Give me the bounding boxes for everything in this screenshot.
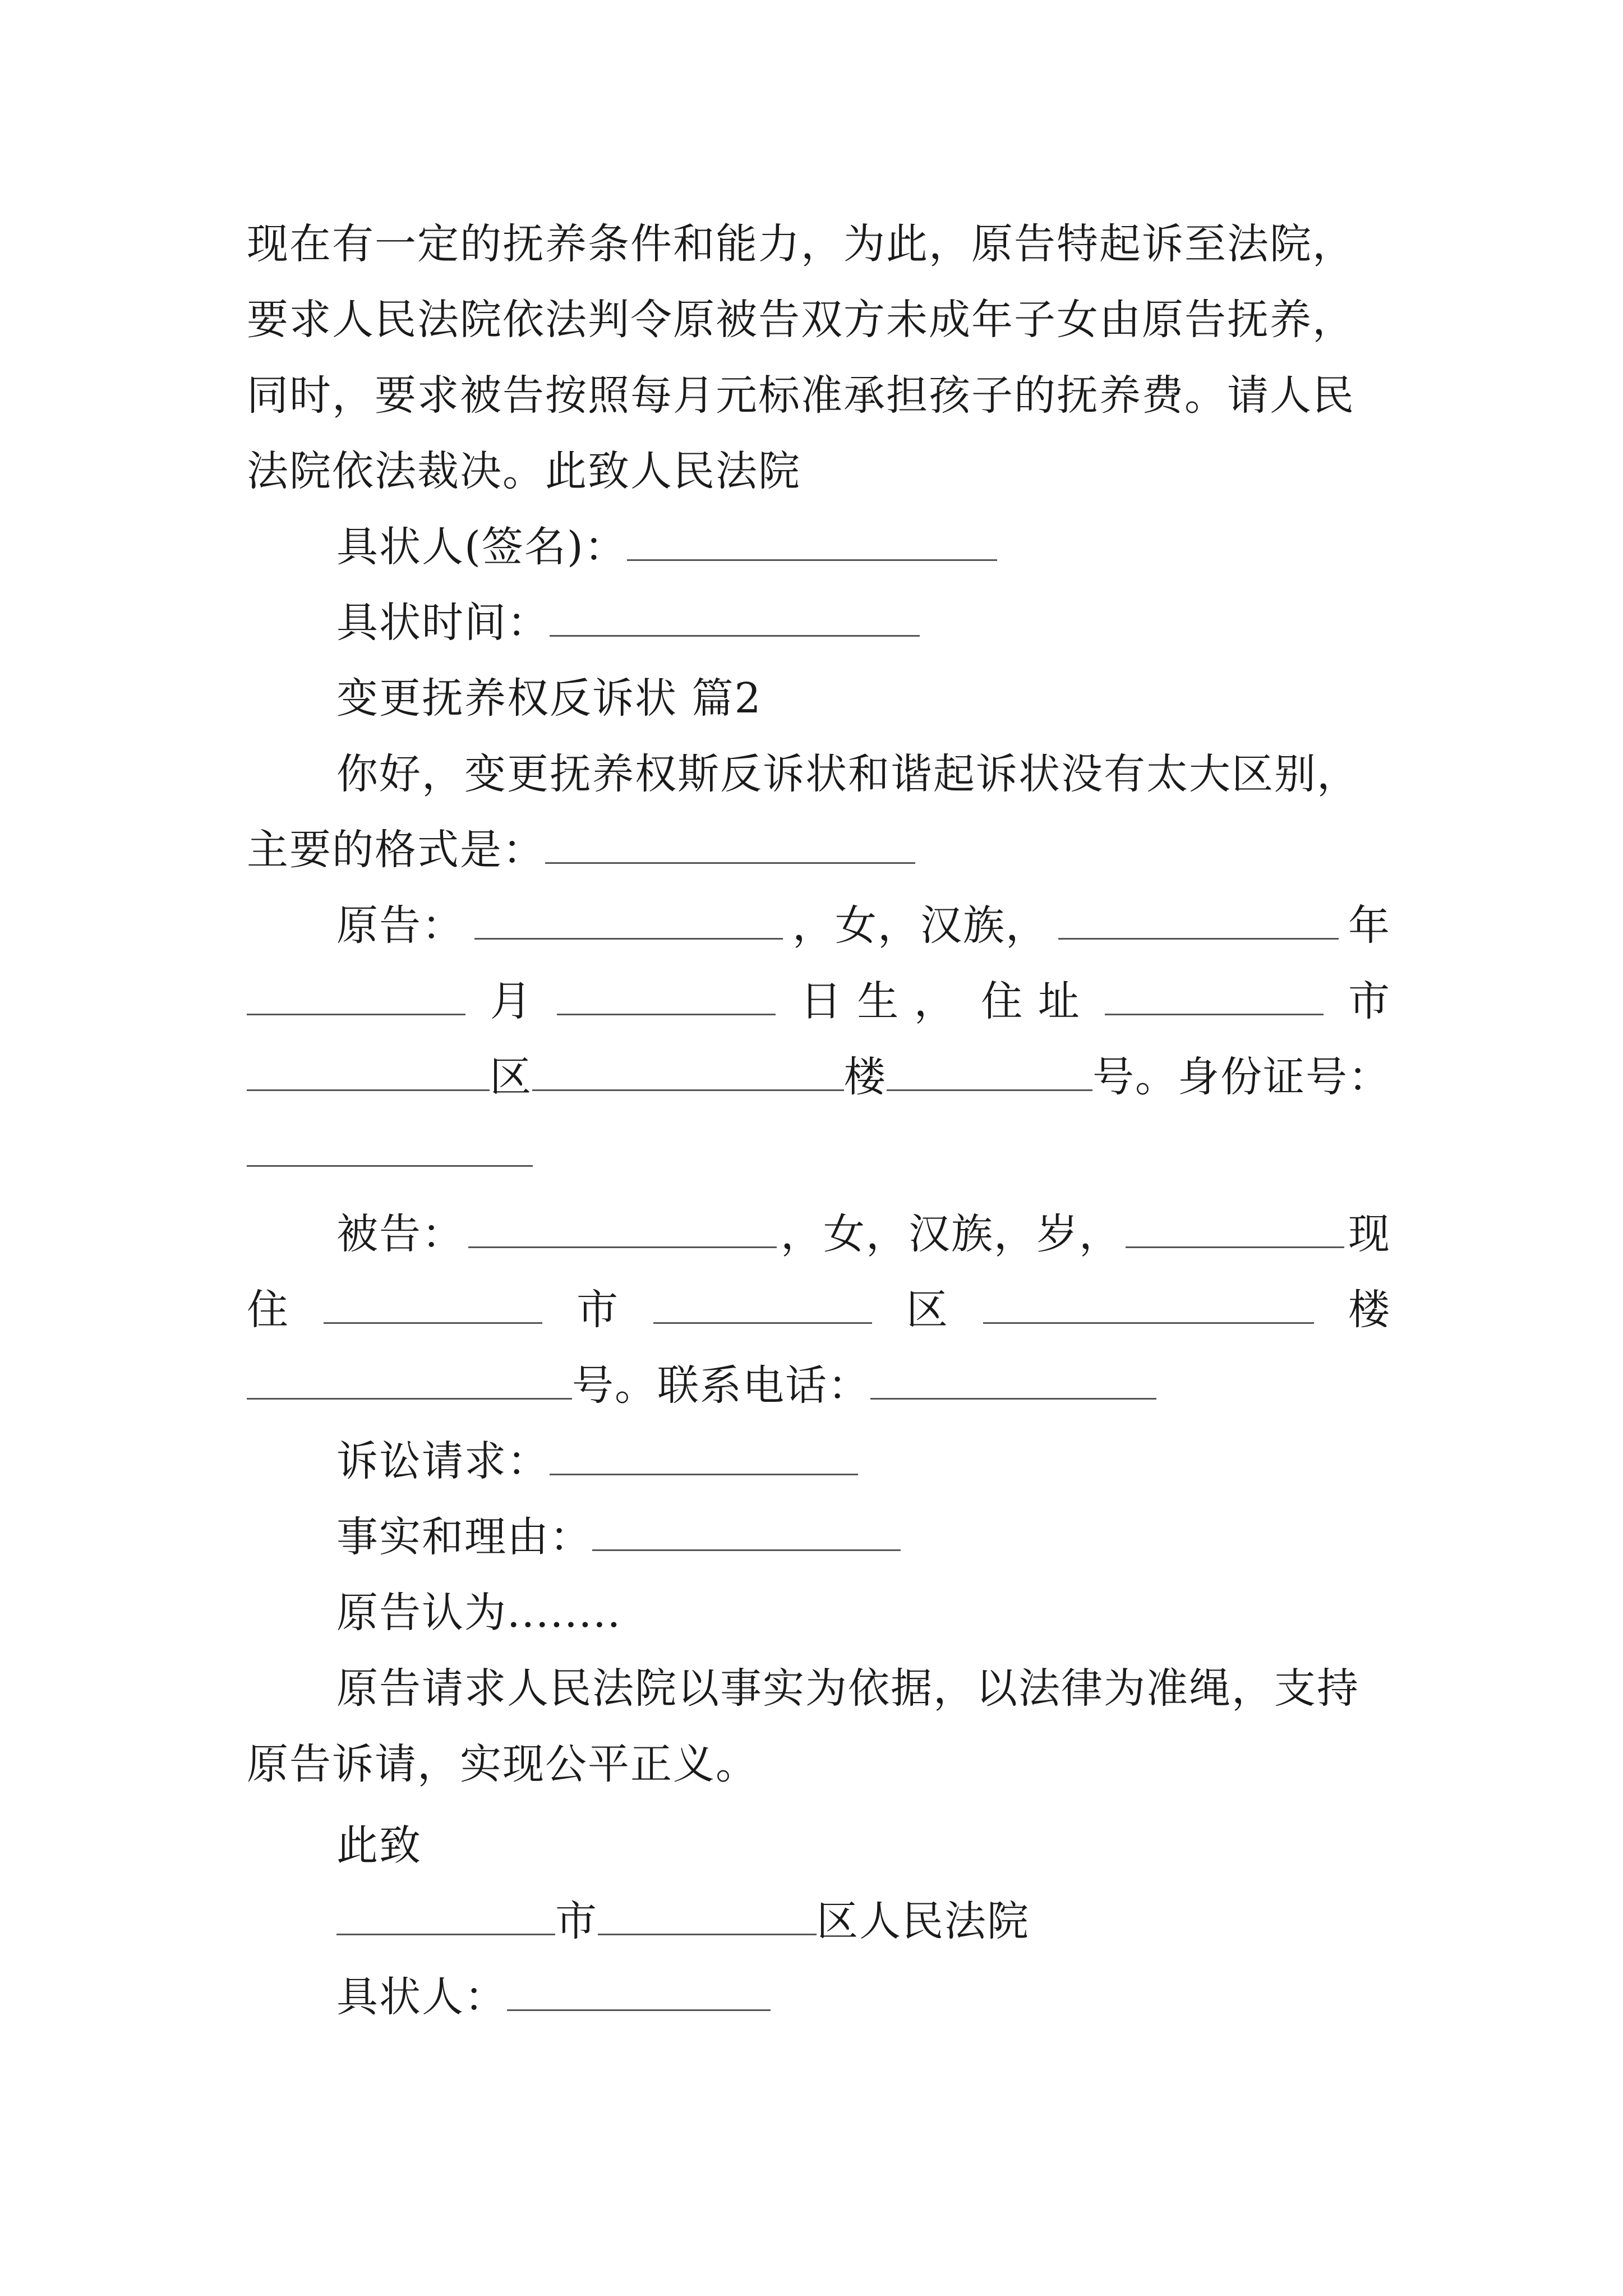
defendant-district-blank[interactable] <box>653 1282 872 1324</box>
date-line <box>336 595 1391 651</box>
defendant-line: 号。联系电话： <box>247 1358 1391 1414</box>
plaintiff-month-blank[interactable] <box>247 973 465 1015</box>
plaintiff-number-blank[interactable] <box>887 1049 1092 1091</box>
plaintiff-label: 原告： <box>336 901 464 950</box>
final-signer-line: 具状人： <box>336 1969 1391 2025</box>
closing-line: 原告请求人民法院以事实为依据，以法律为准绳，支持 <box>336 1664 1359 1713</box>
request-line: 诉讼请求： <box>336 1433 1391 1489</box>
signer-line <box>336 519 1391 575</box>
salutation: 此致 <box>336 1821 422 1870</box>
plaintiff-name-blank[interactable] <box>474 898 783 940</box>
plaintiff-line: 原告： ，女，汉族， 年 <box>336 898 1391 954</box>
court-city-blank[interactable] <box>336 1893 555 1935</box>
final-signer-blank[interactable] <box>507 1969 771 2011</box>
plaintiff-believes-line: 原告认为........ <box>336 1589 622 1637</box>
signer-label: 具状人(签名)： <box>336 523 627 571</box>
defendant-detail-blank[interactable] <box>1126 1206 1344 1248</box>
paragraph-line: 同时，要求被告按照每月元标准承担孩子的抚养费。请人民 <box>247 371 1355 420</box>
closing-line: 原告诉请，实现公平正义。 <box>247 1740 758 1788</box>
paragraph-line: 现在有一定的抚养条件和能力，为此，原告特起诉至法院， <box>247 220 1355 268</box>
intro-line: 主要的格式是： <box>247 822 1391 878</box>
defendant-line: 被告： ，女，汉族，岁， 现 <box>336 1206 1391 1262</box>
plaintiff-line: 区 楼 号。身份证号： <box>247 1049 1391 1105</box>
court-district-blank[interactable] <box>598 1893 817 1935</box>
paragraph-line: 要求人民法院依法判令原被告双方未成年子女由原告抚养， <box>247 296 1355 344</box>
plaintiff-year-blank[interactable] <box>1058 898 1339 940</box>
defendant-phone-blank[interactable] <box>870 1358 1156 1400</box>
defendant-building-blank[interactable] <box>983 1282 1314 1324</box>
signer-blank[interactable] <box>627 519 997 561</box>
format-blank[interactable] <box>545 822 915 864</box>
plaintiff-line <box>247 1125 1391 1181</box>
court-line: 市 区人民法院 <box>336 1893 1391 1949</box>
intro-line: 你好，变更抚养权斯反诉状和谐起诉状没有太大区别， <box>336 750 1359 798</box>
defendant-name-blank[interactable] <box>468 1206 777 1248</box>
facts-line: 事实和理由： <box>336 1509 1391 1565</box>
defendant-city-blank[interactable] <box>324 1282 542 1324</box>
plaintiff-building-blank[interactable] <box>532 1049 844 1091</box>
facts-blank[interactable] <box>592 1509 901 1551</box>
defendant-number-blank[interactable] <box>247 1358 572 1400</box>
request-blank[interactable] <box>550 1433 858 1475</box>
date-label: 具状时间： <box>336 599 550 647</box>
plaintiff-day-blank[interactable] <box>557 973 776 1015</box>
plaintiff-district-blank[interactable] <box>247 1049 490 1091</box>
date-blank[interactable] <box>550 595 920 637</box>
defendant-line: 住 市 区 楼 <box>247 1282 1391 1338</box>
plaintiff-id-blank[interactable] <box>247 1125 533 1167</box>
section-title: 变更抚养权反诉状 篇2 <box>336 674 762 723</box>
defendant-label: 被告： <box>336 1210 464 1258</box>
plaintiff-city-blank[interactable] <box>1105 973 1324 1015</box>
paragraph-line: 法院依法裁决。此致人民法院 <box>247 447 801 495</box>
plaintiff-line: 月 日 生 ， 住 址 市 <box>247 973 1391 1029</box>
